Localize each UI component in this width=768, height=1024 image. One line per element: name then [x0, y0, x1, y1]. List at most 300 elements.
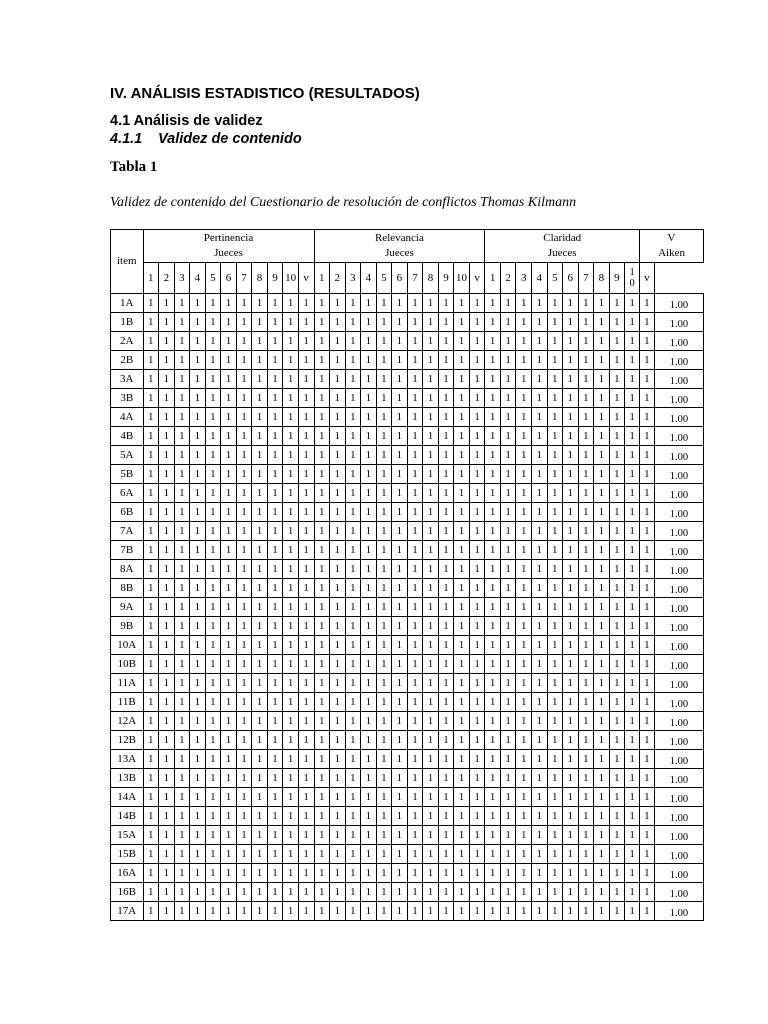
- score-cell: 1: [392, 541, 408, 560]
- score-cell: 1: [159, 465, 175, 484]
- score-cell: 1: [469, 807, 485, 826]
- score-cell: 1: [205, 370, 221, 389]
- score-cell: 1: [190, 522, 206, 541]
- score-cell: 1: [236, 389, 252, 408]
- score-cell: 1: [392, 655, 408, 674]
- score-cell: 1: [625, 370, 640, 389]
- score-cell: 1: [236, 351, 252, 370]
- score-cell: 1: [485, 674, 501, 693]
- score-cell: 1: [376, 579, 392, 598]
- score-cell: 1: [609, 674, 625, 693]
- score-cell: 1: [190, 370, 206, 389]
- score-cell: 1: [500, 617, 516, 636]
- score-cell: 1: [252, 408, 268, 427]
- score-cell: 1: [345, 902, 361, 921]
- score-cell: 1: [594, 465, 610, 484]
- score-cell: 1: [221, 408, 237, 427]
- score-cell: 1: [221, 541, 237, 560]
- score-cell: 1: [252, 598, 268, 617]
- score-cell: 1: [485, 883, 501, 902]
- score-cell: 1: [252, 693, 268, 712]
- score-cell: 1: [578, 655, 594, 674]
- score-cell: 1: [594, 408, 610, 427]
- score-cell: 1: [361, 788, 377, 807]
- score-cell: 1: [500, 598, 516, 617]
- item-cell: 15B: [111, 845, 144, 864]
- score-cell: 1: [531, 408, 547, 427]
- score-cell: 1: [345, 712, 361, 731]
- score-cell: 1: [283, 351, 299, 370]
- score-cell: 1: [438, 864, 454, 883]
- score-cell: 1: [330, 712, 346, 731]
- score-cell: 1: [438, 769, 454, 788]
- item-cell: 4B: [111, 427, 144, 446]
- score-cell: 1: [376, 522, 392, 541]
- score-cell: 1: [625, 674, 640, 693]
- score-cell: 1: [143, 427, 159, 446]
- table-row: [111, 902, 704, 921]
- table-row: [111, 579, 704, 598]
- score-cell: 1: [190, 845, 206, 864]
- score-cell: 1: [361, 446, 377, 465]
- score-cell: 1: [578, 541, 594, 560]
- score-cell: 1: [174, 693, 190, 712]
- score-cell: 1: [454, 788, 470, 807]
- score-cell: 1: [563, 845, 579, 864]
- score-cell: 1: [578, 731, 594, 750]
- score-cell: 1: [330, 826, 346, 845]
- score-cell: 1: [594, 351, 610, 370]
- score-cell: 1: [361, 522, 377, 541]
- score-cell: 1: [190, 579, 206, 598]
- table-header-groups: [111, 230, 704, 263]
- score-cell: 1: [174, 712, 190, 731]
- score-cell: 1: [314, 674, 330, 693]
- score-cell: 1: [376, 902, 392, 921]
- score-cell: 1: [640, 370, 655, 389]
- score-cell: 1: [205, 503, 221, 522]
- score-cell: 1: [314, 712, 330, 731]
- score-cell: 1: [531, 693, 547, 712]
- score-cell: 1: [221, 674, 237, 693]
- score-cell: 1: [594, 693, 610, 712]
- score-cell: 1: [361, 769, 377, 788]
- score-cell: 1: [143, 579, 159, 598]
- item-cell: 4A: [111, 408, 144, 427]
- score-cell: 1: [159, 731, 175, 750]
- score-cell: 1: [267, 655, 283, 674]
- score-cell: 1: [392, 845, 408, 864]
- score-cell: 1: [563, 769, 579, 788]
- score-cell: 1: [159, 560, 175, 579]
- score-cell: 1: [143, 674, 159, 693]
- table-body: [111, 294, 704, 921]
- score-cell: 1: [361, 674, 377, 693]
- score-cell: 1: [236, 617, 252, 636]
- table-label: Tabla 1: [110, 159, 158, 175]
- score-cell: 1: [578, 427, 594, 446]
- score-cell: 1: [516, 370, 532, 389]
- score-cell: 1: [376, 313, 392, 332]
- score-cell: 1: [516, 522, 532, 541]
- score-cell: 1: [563, 826, 579, 845]
- score-cell: 1: [500, 484, 516, 503]
- score-cell: 1: [640, 845, 655, 864]
- score-cell: 1: [609, 750, 625, 769]
- score-cell: 1: [221, 503, 237, 522]
- group-header-name: Pertinencia: [203, 232, 254, 244]
- score-cell: 1: [267, 579, 283, 598]
- item-cell: 1A: [111, 294, 144, 313]
- score-cell: 1: [625, 598, 640, 617]
- score-cell: 1: [438, 294, 454, 313]
- score-cell: 1: [485, 446, 501, 465]
- item-cell: 16B: [111, 883, 144, 902]
- score-cell: 1: [578, 826, 594, 845]
- score-cell: 1: [345, 351, 361, 370]
- score-cell: 1: [563, 465, 579, 484]
- score-cell: 1: [392, 769, 408, 788]
- score-cell: 1: [594, 370, 610, 389]
- score-cell: 1: [423, 750, 439, 769]
- score-cell: 1: [283, 674, 299, 693]
- score-cell: 1: [516, 731, 532, 750]
- score-cell: 1: [547, 902, 563, 921]
- group-header-name: Relevancia: [375, 232, 424, 244]
- score-cell: 1: [407, 427, 423, 446]
- score-cell: 1: [392, 465, 408, 484]
- score-cell: 1: [438, 788, 454, 807]
- judge-number: 7: [407, 263, 423, 294]
- score-cell: 1: [407, 845, 423, 864]
- score-cell: 1: [516, 465, 532, 484]
- score-cell: 1: [361, 294, 377, 313]
- score-cell: 1: [298, 712, 314, 731]
- score-cell: 1: [500, 674, 516, 693]
- score-cell: 1: [392, 408, 408, 427]
- score-cell: 1: [221, 693, 237, 712]
- score-cell: 1: [516, 788, 532, 807]
- subsubsection-number: 4.1.1: [110, 131, 143, 147]
- score-cell: 1: [563, 579, 579, 598]
- score-cell: 1: [221, 750, 237, 769]
- score-cell: 1: [423, 484, 439, 503]
- score-cell: 1: [640, 750, 655, 769]
- score-cell: 1: [174, 446, 190, 465]
- score-cell: 1: [485, 807, 501, 826]
- score-cell: 1: [205, 655, 221, 674]
- aiken-cell: 1.00: [654, 313, 703, 332]
- score-cell: 1: [252, 826, 268, 845]
- score-cell: 1: [423, 598, 439, 617]
- score-cell: 1: [267, 788, 283, 807]
- score-cell: 1: [578, 845, 594, 864]
- item-cell: 14A: [111, 788, 144, 807]
- score-cell: 1: [267, 731, 283, 750]
- score-cell: 1: [159, 370, 175, 389]
- score-cell: 1: [500, 636, 516, 655]
- score-cell: 1: [469, 655, 485, 674]
- score-cell: 1: [531, 902, 547, 921]
- score-cell: 1: [174, 389, 190, 408]
- judge-number-digit: 1: [629, 267, 635, 278]
- score-cell: 1: [407, 465, 423, 484]
- score-cell: 1: [392, 674, 408, 693]
- score-cell: 1: [267, 826, 283, 845]
- score-cell: 1: [407, 598, 423, 617]
- score-cell: 1: [594, 731, 610, 750]
- score-cell: 1: [314, 598, 330, 617]
- score-cell: 1: [314, 845, 330, 864]
- score-cell: 1: [298, 731, 314, 750]
- score-cell: 1: [609, 807, 625, 826]
- score-cell: 1: [345, 864, 361, 883]
- score-cell: 1: [547, 864, 563, 883]
- score-cell: 1: [267, 465, 283, 484]
- score-cell: 1: [454, 769, 470, 788]
- score-cell: 1: [578, 712, 594, 731]
- score-cell: 1: [174, 503, 190, 522]
- score-cell: 1: [252, 484, 268, 503]
- score-cell: 1: [563, 750, 579, 769]
- score-cell: 1: [236, 712, 252, 731]
- aiken-cell: 1.00: [654, 579, 703, 598]
- score-cell: 1: [314, 541, 330, 560]
- score-cell: 1: [438, 617, 454, 636]
- item-cell: 17A: [111, 902, 144, 921]
- score-cell: 1: [547, 389, 563, 408]
- score-cell: 1: [407, 807, 423, 826]
- score-cell: 1: [174, 674, 190, 693]
- score-cell: 1: [283, 370, 299, 389]
- score-cell: 1: [267, 598, 283, 617]
- score-cell: 1: [485, 351, 501, 370]
- score-cell: 1: [159, 826, 175, 845]
- score-cell: 1: [298, 902, 314, 921]
- score-cell: 1: [205, 712, 221, 731]
- score-cell: 1: [485, 598, 501, 617]
- score-cell: 1: [563, 560, 579, 579]
- item-cell: 10B: [111, 655, 144, 674]
- score-cell: 1: [376, 807, 392, 826]
- item-cell: 9A: [111, 598, 144, 617]
- score-cell: 1: [500, 883, 516, 902]
- score-cell: 1: [594, 598, 610, 617]
- score-cell: 1: [547, 427, 563, 446]
- score-cell: 1: [609, 503, 625, 522]
- score-cell: 1: [267, 313, 283, 332]
- score-cell: 1: [221, 446, 237, 465]
- score-cell: 1: [640, 332, 655, 351]
- score-cell: 1: [236, 845, 252, 864]
- score-cell: 1: [469, 674, 485, 693]
- score-cell: 1: [190, 693, 206, 712]
- score-cell: 1: [547, 788, 563, 807]
- score-cell: 1: [407, 579, 423, 598]
- score-cell: 1: [640, 503, 655, 522]
- judge-number: 4: [531, 263, 547, 294]
- score-cell: 1: [345, 313, 361, 332]
- score-cell: 1: [330, 845, 346, 864]
- score-cell: 1: [267, 674, 283, 693]
- score-cell: 1: [500, 788, 516, 807]
- score-cell: 1: [454, 294, 470, 313]
- score-cell: 1: [407, 408, 423, 427]
- score-cell: 1: [625, 522, 640, 541]
- score-cell: 1: [640, 902, 655, 921]
- score-cell: 1: [516, 674, 532, 693]
- score-cell: 1: [298, 788, 314, 807]
- score-cell: 1: [236, 541, 252, 560]
- score-cell: 1: [423, 389, 439, 408]
- score-cell: 1: [392, 826, 408, 845]
- score-cell: 1: [314, 807, 330, 826]
- score-cell: 1: [345, 845, 361, 864]
- score-cell: 1: [376, 294, 392, 313]
- score-cell: 1: [407, 389, 423, 408]
- score-cell: 1: [407, 503, 423, 522]
- score-cell: 1: [314, 883, 330, 902]
- score-cell: 1: [454, 750, 470, 769]
- score-cell: 1: [143, 351, 159, 370]
- score-cell: 1: [547, 465, 563, 484]
- item-cell: 14B: [111, 807, 144, 826]
- score-cell: 1: [143, 446, 159, 465]
- score-cell: 1: [376, 712, 392, 731]
- score-cell: 1: [563, 484, 579, 503]
- score-cell: 1: [345, 503, 361, 522]
- score-cell: 1: [159, 484, 175, 503]
- score-cell: 1: [174, 408, 190, 427]
- score-cell: 1: [236, 332, 252, 351]
- score-cell: 1: [438, 636, 454, 655]
- score-cell: 1: [547, 769, 563, 788]
- score-cell: 1: [267, 864, 283, 883]
- score-cell: 1: [190, 503, 206, 522]
- score-cell: 1: [205, 636, 221, 655]
- score-cell: 1: [594, 769, 610, 788]
- score-cell: 1: [423, 446, 439, 465]
- score-cell: 1: [190, 484, 206, 503]
- score-cell: 1: [516, 807, 532, 826]
- score-cell: 1: [500, 845, 516, 864]
- score-cell: 1: [469, 541, 485, 560]
- score-cell: 1: [205, 750, 221, 769]
- aiken-cell: 1.00: [654, 522, 703, 541]
- score-cell: 1: [376, 769, 392, 788]
- score-cell: 1: [361, 370, 377, 389]
- score-cell: 1: [469, 313, 485, 332]
- score-cell: 1: [205, 788, 221, 807]
- score-cell: 1: [500, 408, 516, 427]
- score-cell: 1: [516, 541, 532, 560]
- score-cell: 1: [283, 598, 299, 617]
- aiken-cell: 1.00: [654, 408, 703, 427]
- aiken-cell: 1.00: [654, 446, 703, 465]
- score-cell: 1: [625, 332, 640, 351]
- score-cell: 1: [252, 370, 268, 389]
- item-cell: 3B: [111, 389, 144, 408]
- score-cell: 1: [345, 674, 361, 693]
- score-cell: 1: [376, 503, 392, 522]
- score-cell: 1: [531, 712, 547, 731]
- score-cell: 1: [454, 655, 470, 674]
- score-cell: 1: [283, 541, 299, 560]
- score-cell: 1: [330, 503, 346, 522]
- score-cell: 1: [143, 712, 159, 731]
- score-cell: 1: [640, 636, 655, 655]
- score-cell: 1: [159, 617, 175, 636]
- judge-number: 8: [594, 263, 610, 294]
- score-cell: 1: [221, 826, 237, 845]
- score-cell: 1: [485, 408, 501, 427]
- score-cell: 1: [500, 370, 516, 389]
- judge-number: 6: [563, 263, 579, 294]
- table-row: [111, 883, 704, 902]
- score-cell: 1: [283, 902, 299, 921]
- score-cell: 1: [563, 883, 579, 902]
- aiken-cell: 1.00: [654, 351, 703, 370]
- score-cell: 1: [392, 617, 408, 636]
- score-cell: 1: [236, 560, 252, 579]
- score-cell: 1: [578, 598, 594, 617]
- score-cell: 1: [547, 655, 563, 674]
- score-cell: 1: [159, 332, 175, 351]
- score-cell: 1: [578, 769, 594, 788]
- score-cell: 1: [205, 617, 221, 636]
- score-cell: 1: [267, 750, 283, 769]
- score-cell: 1: [298, 636, 314, 655]
- score-cell: 1: [159, 674, 175, 693]
- score-cell: 1: [221, 845, 237, 864]
- score-cell: 1: [205, 465, 221, 484]
- score-cell: 1: [469, 503, 485, 522]
- score-cell: 1: [345, 693, 361, 712]
- score-cell: 1: [267, 712, 283, 731]
- aiken-cell: 1.00: [654, 693, 703, 712]
- score-cell: 1: [563, 788, 579, 807]
- score-cell: 1: [221, 788, 237, 807]
- score-cell: 1: [609, 579, 625, 598]
- score-cell: 1: [314, 693, 330, 712]
- score-cell: 1: [190, 427, 206, 446]
- score-cell: 1: [578, 674, 594, 693]
- score-cell: 1: [174, 332, 190, 351]
- score-cell: 1: [547, 503, 563, 522]
- score-cell: 1: [159, 294, 175, 313]
- score-cell: 1: [594, 446, 610, 465]
- item-cell: 10A: [111, 636, 144, 655]
- score-cell: 1: [283, 617, 299, 636]
- score-cell: 1: [174, 902, 190, 921]
- score-cell: 1: [221, 370, 237, 389]
- score-cell: 1: [376, 560, 392, 579]
- score-cell: 1: [205, 902, 221, 921]
- table-row: [111, 655, 704, 674]
- score-cell: 1: [252, 503, 268, 522]
- score-cell: 1: [423, 294, 439, 313]
- score-cell: 1: [547, 579, 563, 598]
- score-cell: 1: [221, 769, 237, 788]
- score-cell: 1: [578, 503, 594, 522]
- score-cell: 1: [236, 693, 252, 712]
- score-cell: 1: [625, 617, 640, 636]
- score-cell: 1: [392, 807, 408, 826]
- table-row: [111, 731, 704, 750]
- score-cell: 1: [221, 294, 237, 313]
- score-cell: 1: [159, 598, 175, 617]
- score-cell: 1: [625, 351, 640, 370]
